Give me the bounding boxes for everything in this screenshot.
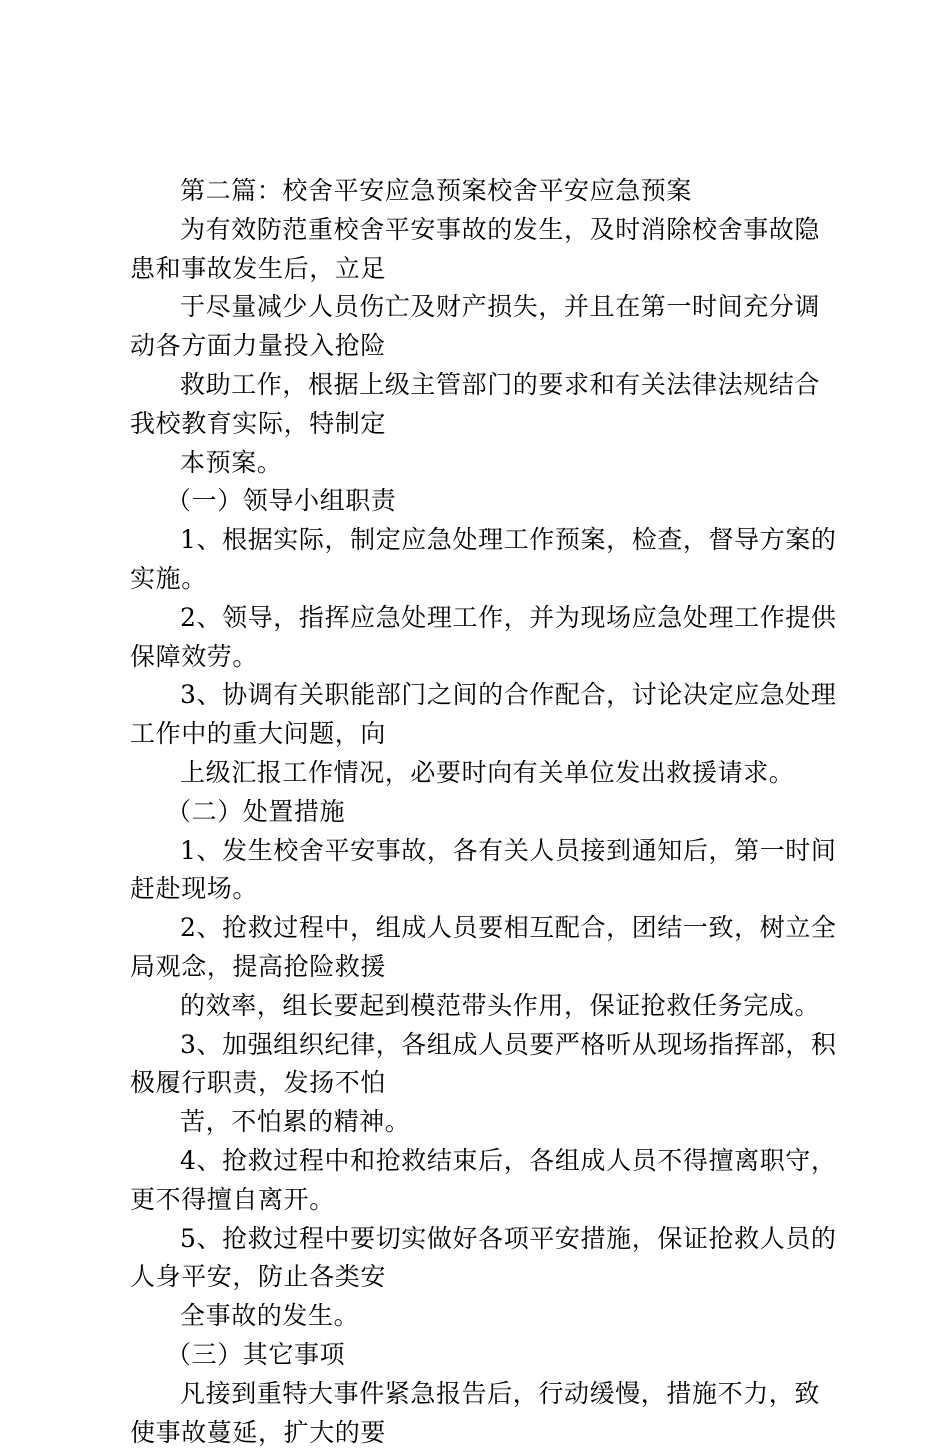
- text-line: 工作中的重大问题，向: [130, 715, 830, 754]
- text-line: 2、抢救过程中，组成人员要相互配合，团结一致，树立全: [130, 909, 830, 948]
- text-line: 本预案。: [130, 444, 830, 483]
- text-line: 人身平安，防止各类安: [130, 1258, 830, 1297]
- text-line: 救助工作，根据上级主管部门的要求和有关法律法规结合: [130, 366, 830, 405]
- text-line: 苦，不怕累的精神。: [130, 1103, 830, 1142]
- text-line: 局观念，提高抢险救援: [130, 948, 830, 987]
- text-line: （二）处置措施: [130, 793, 830, 832]
- text-line: 保障效劳。: [130, 638, 830, 677]
- text-line: 为有效防范重校舍平安事故的发生，及时消除校舍事故隐: [130, 211, 830, 250]
- document-title: 第二篇：校舍平安应急预案校舍平安应急预案: [130, 172, 830, 211]
- text-line: 凡接到重特大事件紧急报告后，行动缓慢，措施不力，致: [130, 1375, 830, 1414]
- text-line: 赶赴现场。: [130, 870, 830, 909]
- text-line: 的效率，组长要起到模范带头作用，保证抢救任务完成。: [130, 987, 830, 1026]
- text-line: 于尽量减少人员伤亡及财产损失，并且在第一时间充分调: [130, 288, 830, 327]
- text-line: 使事故蔓延，扩大的要: [130, 1414, 830, 1452]
- text-line: 全事故的发生。: [130, 1297, 830, 1336]
- text-line: 更不得擅自离开。: [130, 1181, 830, 1220]
- text-line: 2、领导，指挥应急处理工作，并为现场应急处理工作提供: [130, 599, 830, 638]
- text-line: （一）领导小组职责: [130, 482, 830, 521]
- text-line: 1、根据实际，制定应急处理工作预案，检查，督导方案的: [130, 521, 830, 560]
- text-line: （三）其它事项: [130, 1336, 830, 1375]
- text-line: 3、加强组织纪律，各组成人员要严格听从现场指挥部，积: [130, 1026, 830, 1065]
- text-line: 上级汇报工作情况，必要时向有关单位发出救援请求。: [130, 754, 830, 793]
- text-line: 我校教育实际，特制定: [130, 405, 830, 444]
- text-line: 1、发生校舍平安事故，各有关人员接到通知后，第一时间: [130, 832, 830, 871]
- text-line: 实施。: [130, 560, 830, 599]
- text-line: 3、协调有关职能部门之间的合作配合，讨论决定应急处理: [130, 676, 830, 715]
- text-line: 5、抢救过程中要切实做好各项平安措施，保证抢救人员的: [130, 1220, 830, 1259]
- text-line: 动各方面力量投入抢险: [130, 327, 830, 366]
- text-line: 4、抢救过程中和抢救结束后，各组成人员不得擅离职守，: [130, 1142, 830, 1181]
- text-line: 患和事故发生后，立足: [130, 250, 830, 289]
- text-line: 极履行职责，发扬不怕: [130, 1064, 830, 1103]
- document-body: [130, 172, 830, 1452]
